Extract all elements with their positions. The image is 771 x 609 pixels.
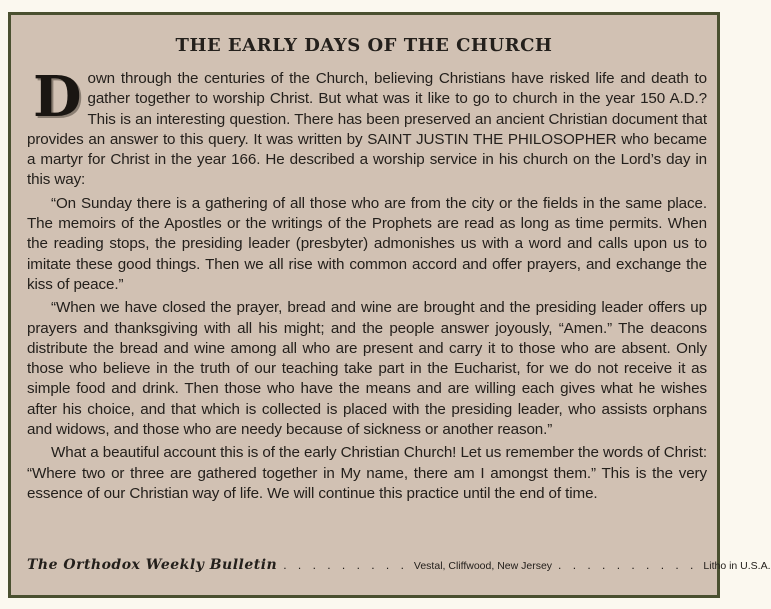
paragraph-1 — [27, 64, 707, 191]
drop-cap: D — [33, 64, 82, 130]
paragraph-4: What a beautiful account this is of the early Christian Church! Let us remember the words of Christ: “Where two or three are gathered together in My name, there am I amongst them.” This is the very essence of our Christian way of life. We will continue this practice until the end of time. — [27, 444, 707, 502]
paragraph-3: “When we have closed the prayer, bread and wine are brought and the presiding leader offers up prayers and thanksgiving with all his might; and the people answer joyously, “Amen.” The deacons distribute the bread and wine among all who are present and carry it to those who are absent. Only those who believe in the truth of our teaching take part in the Eucharist, for we do not receive it as simple food and drink. Then those who have the means and are willing each gives what he wishes after his choice, and that which is collected is placed with the presiding leader, who assists orphans and widows, and those who are needy because of sickness or another reason.” — [27, 299, 707, 439]
printer-note: Litho in U.S.A. — [703, 560, 771, 572]
paragraph-1-text: own through the centuries of the Church, believing Christians have risked life and death to gather together to worship Christ. But what was it like to go to church in the year 150 A.D.? This is an interesting question. There has been preserved an ancient Christian document that provides an answer to this query. It was written by SAINT JUSTIN THE PHILOSOPHER who became a martyr for Christ in the year 166. He described a worship service in his church on the Lord’s day in this way: — [27, 70, 707, 189]
bulletin-page — [8, 12, 771, 598]
publisher-location: Vestal, Cliffwood, New Jersey — [413, 560, 553, 572]
dot-leader-1: . . . . . . . . . — [283, 558, 408, 572]
article-body — [27, 64, 707, 507]
dot-leader-2: . . . . . . . . . . — [558, 558, 698, 572]
publication-name: The Orthodox Weekly Bulletin — [27, 557, 278, 573]
bulletin-footer — [27, 557, 771, 577]
article-title: THE EARLY DAYS OF THE CHURCH — [175, 35, 553, 56]
paragraph-2: “On Sunday there is a gathering of all those who are from the city or the fields in the same place. The memoirs of the Apostles or the writings of the Prophets are read as long as time permits. When the reading stops, the presiding leader (presbyter) admonishes us with a word and calls upon us to imitate these good things. Then we all rise with common accord and offer prayers, and exchange the kiss of peace.” — [27, 194, 707, 293]
